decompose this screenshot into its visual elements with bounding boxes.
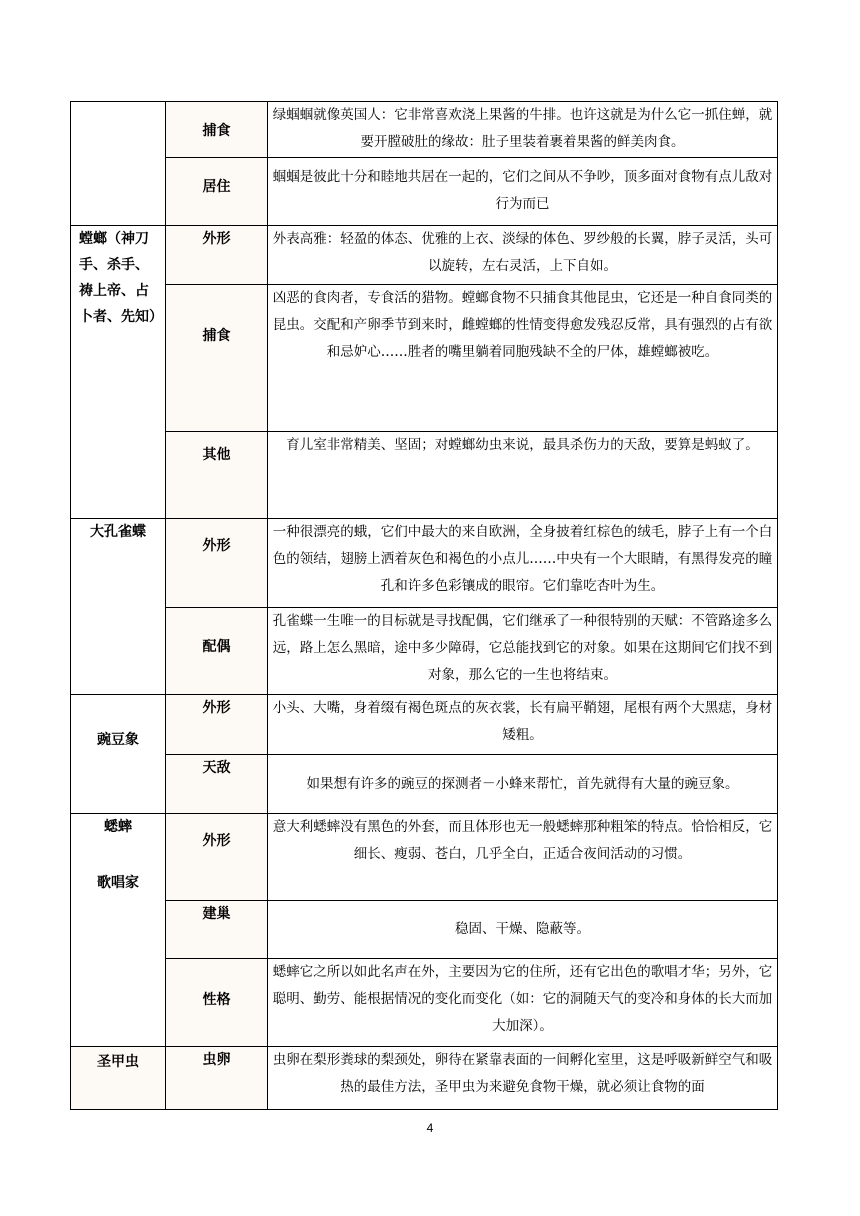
category-label: 外形 [202, 231, 231, 247]
description-cell: 绿蝈蝈就像英国人：它非常喜欢浇上果酱的牛排。也许这就是为什么它一抓住蝉，就要开膛破肚的缘故：肚子里装着裹着果酱的鲜美肉食。 [268, 102, 778, 158]
description-cell: 孔雀蝶一生唯一的目标就是寻找配偶，它们继承了一种很特别的天赋：不管路途多么远，路上怎么黑暗，途中多少障碍，它总能找到它的对象。如果在这期间它们找不到对象，那么它的一生也将结束。 [268, 608, 778, 695]
category-label: 居住 [202, 179, 231, 195]
category-label: 天敌 [202, 760, 231, 776]
category-cell [166, 1047, 268, 1110]
description-cell: 小头、大嘴，身着缀有褐色斑点的灰衣裳，长有扁平鞘翅，尾根有两个大黑痣，身材矮粗。 [268, 695, 778, 755]
category-cell [166, 755, 268, 814]
category-label: 性格 [202, 992, 231, 1008]
insect-name-cell [71, 226, 166, 519]
table-row [71, 695, 778, 755]
category-cell [166, 608, 268, 695]
table-row [71, 432, 778, 519]
category-label: 配偶 [202, 639, 231, 655]
table-row [71, 519, 778, 608]
category-label: 外形 [202, 538, 231, 554]
table-row [71, 959, 778, 1047]
insect-name: 大孔雀蝶 [90, 524, 146, 540]
table-row [71, 226, 778, 285]
table-row [71, 285, 778, 432]
table-row [71, 608, 778, 695]
description-cell: 蟋蟀它之所以如此名声在外，主要因为它的住所，还有它出色的歌唱才华；另外，它聪明、勤劳、能根据情况的变化而变化（如：它的洞随天气的变冷和身体的长大而加大加深）。 [268, 959, 778, 1047]
description-cell: 凶恶的食肉者，专食活的猎物。螳螂食物不只捕食其他昆虫，它还是一种自食同类的昆虫。交配和产卵季节到来时，雌螳螂的性情变得愈发残忍反常，具有强烈的占有欲和忌妒心……胜者的嘴里躺着同胞残缺不全的尸体，雄螳螂被吃。 [268, 285, 778, 432]
category-cell [166, 432, 268, 519]
category-label: 捕食 [202, 123, 231, 139]
insect-name: 圣甲虫 [97, 1054, 139, 1070]
description-cell: 虫卵在梨形粪球的梨颈处，卵待在紧靠表面的一间孵化室里，这是呼吸新鲜空气和吸热的最佳方法，圣甲虫为来避免食物干燥，就必须让食物的面 [268, 1047, 778, 1110]
insect-name-cell [71, 814, 166, 1047]
insect-name: 螳螂（神刀手、杀手、祷上帝、占卜者、先知） [79, 231, 163, 325]
page-number: 4 [426, 1121, 434, 1135]
description-cell: 稳固、干燥、隐蔽等。 [268, 901, 778, 959]
table-row [71, 1047, 778, 1110]
description-cell: 外表高雅：轻盈的体态、优雅的上衣、淡绿的体色、罗纱般的长翼，脖子灵活，头可以旋转，左右灵活，上下自如。 [268, 226, 778, 285]
description-cell: 育儿室非常精美、坚固；对螳螂幼虫来说，最具杀伤力的天敌，要算是蚂蚁了。 [268, 432, 778, 519]
table-row [71, 158, 778, 226]
description-cell: 意大利蟋蟀没有黑色的外套，而且体形也无一般蟋蟀那种粗笨的特点。恰恰相反，它细长、瘦弱、苍白，几乎全白，正适合夜间活动的习惯。 [268, 814, 778, 901]
insect-name-cell [71, 1047, 166, 1110]
table-row [71, 814, 778, 901]
category-cell [166, 285, 268, 432]
category-cell [166, 226, 268, 285]
category-label: 虫卵 [202, 1052, 231, 1068]
insect-name-cell [71, 695, 166, 814]
insect-table [70, 101, 778, 1110]
insect-name-cell [71, 519, 166, 695]
table-row [71, 755, 778, 814]
insect-name-cell [71, 102, 166, 226]
category-cell [166, 814, 268, 901]
category-cell [166, 158, 268, 226]
category-cell [166, 901, 268, 959]
description-cell: 如果想有许多的豌豆的探测者－小蜂来帮忙，首先就得有大量的豌豆象。 [268, 755, 778, 814]
description-cell: 一种很漂亮的蛾，它们中最大的来自欧洲，全身披着红棕色的绒毛，脖子上有一个白色的领结，翅膀上洒着灰色和褐色的小点儿……中央有一个大眼睛，有黑得发亮的瞳孔和许多色彩镶成的眼帘。它们靠吃杏叶为生。 [268, 519, 778, 608]
category-label: 捕食 [202, 328, 231, 344]
table-row [71, 901, 778, 959]
table-row [71, 102, 778, 158]
category-label: 外形 [202, 833, 231, 849]
insect-name: 豌豆象 [97, 732, 139, 748]
description-cell: 蝈蝈是彼此十分和睦地共居在一起的，它们之间从不争吵，顶多面对食物有点儿敌对行为而已 [268, 158, 778, 226]
category-label: 建巢 [202, 906, 231, 922]
category-cell [166, 102, 268, 158]
insect-alias: 歌唱家 [97, 875, 139, 891]
category-label: 外形 [202, 700, 231, 716]
category-cell [166, 695, 268, 755]
insect-name: 蟋蟀 [104, 819, 132, 835]
category-cell [166, 519, 268, 608]
category-label: 其他 [202, 447, 231, 463]
category-cell [166, 959, 268, 1047]
